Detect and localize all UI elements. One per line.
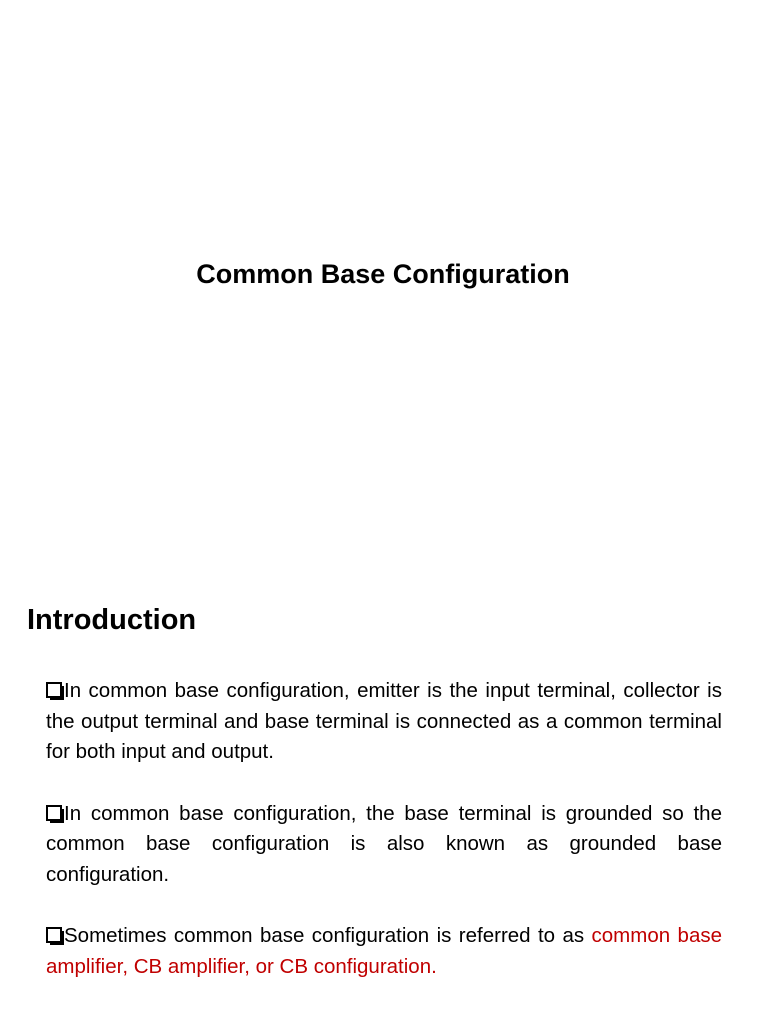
bullet-list xyxy=(46,676,722,1013)
bullet-text: In common base configuration, emitter is the input terminal, collector is the output terminal and base terminal is connected as a common terminal for both input and output. xyxy=(46,679,722,763)
checkbox-square-icon xyxy=(46,805,62,821)
slide-title: Common Base Configuration xyxy=(196,259,570,289)
bullet-text: In common base configuration, the base terminal is grounded so the common base configuration is also known as grounded base configuration. xyxy=(46,801,722,886)
bullet-item xyxy=(46,799,722,891)
bullet-text: Sometimes common base configuration is referred to as xyxy=(64,924,592,947)
checkbox-square-icon xyxy=(46,682,62,698)
bullet-item xyxy=(46,921,722,982)
checkbox-square-icon xyxy=(46,927,62,943)
bullet-item xyxy=(46,676,722,768)
section-heading: Introduction xyxy=(27,604,197,636)
bullet-highlight-text: common base amplifier, CB amplifier, or CB configuration. xyxy=(46,924,722,978)
